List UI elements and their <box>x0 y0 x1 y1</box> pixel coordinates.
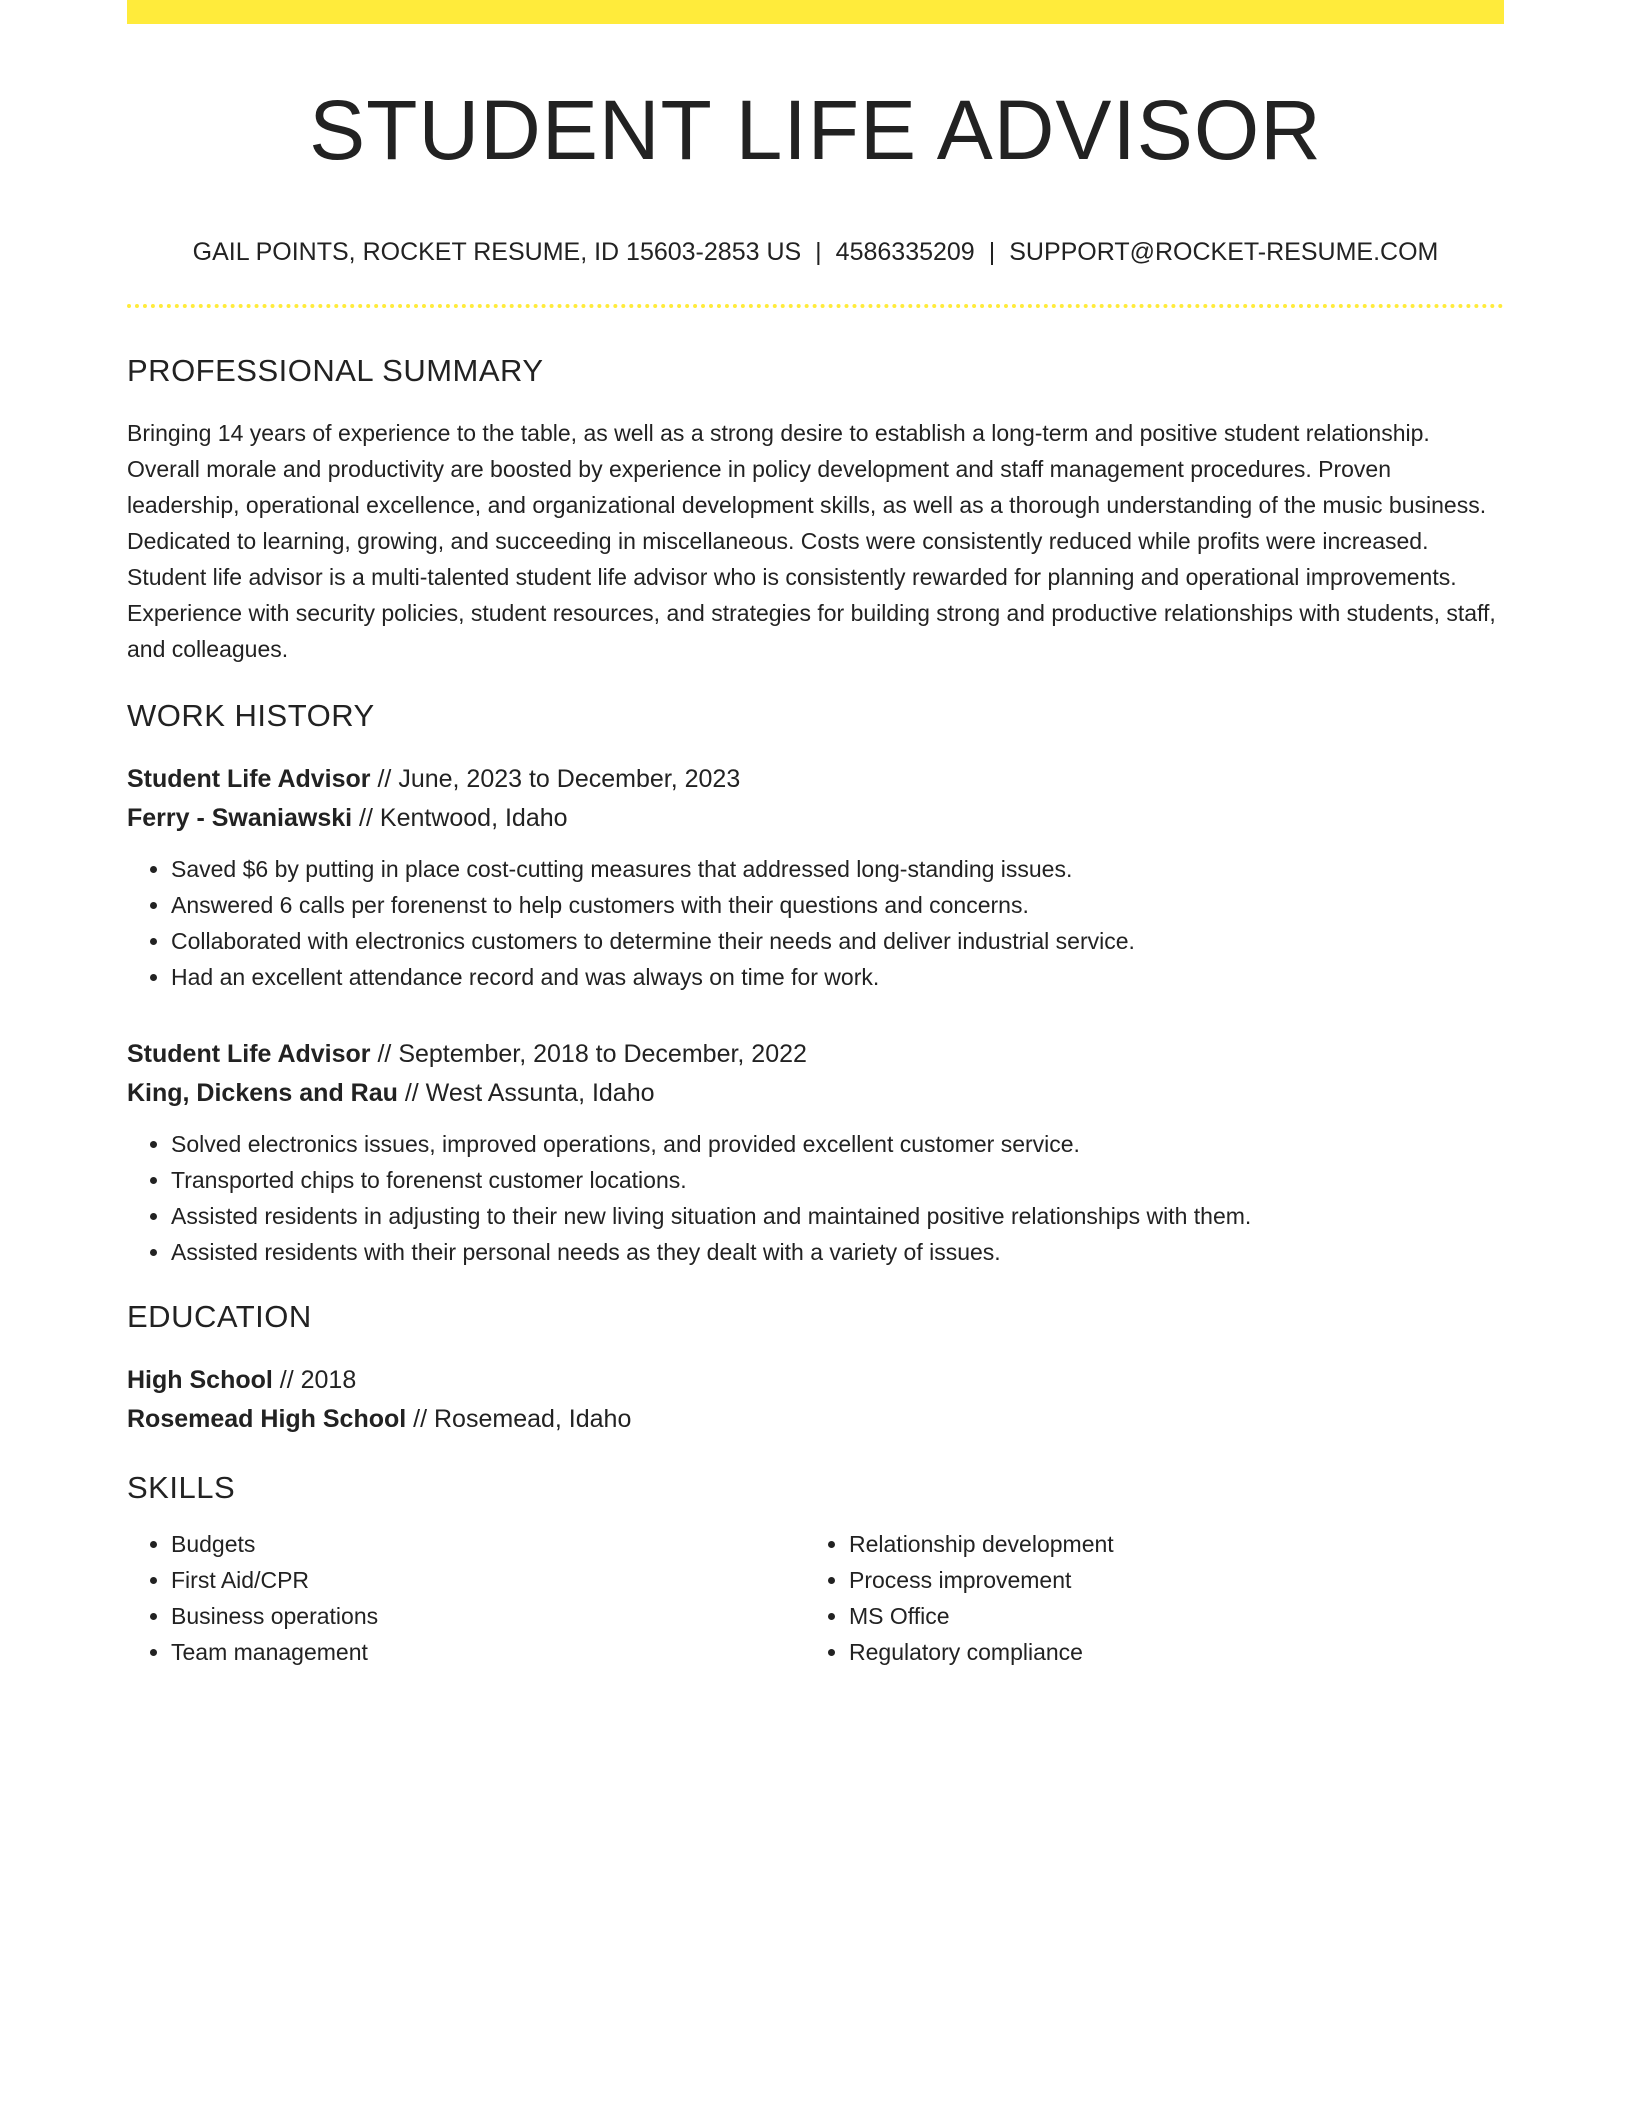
skills-list-right <box>805 1526 1483 1670</box>
contact-email: SUPPORT@ROCKET-RESUME.COM <box>1009 238 1439 266</box>
education-entry <box>127 1361 1504 1439</box>
job-bullet: • Solved electronics issues, improved operations, and provided excellent customer service. <box>171 1126 1504 1162</box>
job-location: // West Assunta, Idaho <box>397 1079 655 1107</box>
skill-item: • First Aid/CPR <box>171 1562 805 1598</box>
education-school: Rosemead High School <box>127 1405 407 1433</box>
contact-address: GAIL POINTS, ROCKET RESUME, ID 15603-2853 US <box>192 238 802 266</box>
contact-phone: 4586335209 <box>835 238 975 266</box>
job-employer: King, Dickens and Rau <box>127 1079 398 1107</box>
work-history-heading: WORK HISTORY <box>127 698 375 733</box>
skills-heading: SKILLS <box>127 1470 236 1505</box>
resume-title: STUDENT LIFE ADVISOR <box>309 83 1322 177</box>
education-heading: EDUCATION <box>127 1299 312 1334</box>
job-bullet: • Had an excellent attendance record and was always on time for work. <box>171 959 1504 995</box>
contact-line <box>127 236 1504 268</box>
job-entry <box>127 1035 1504 1270</box>
job-bullet: • Transported chips to forenenst customer locations. <box>171 1162 1504 1198</box>
education-degree-line <box>127 1361 1504 1400</box>
education-year: // 2018 <box>272 1366 357 1394</box>
skills-columns <box>127 1526 1504 1670</box>
job-bullet: • Assisted residents with their personal needs as they dealt with a variety of issues. <box>171 1234 1504 1270</box>
job-bullets <box>127 1126 1504 1270</box>
dotted-divider <box>127 304 1504 308</box>
skills-list-left <box>127 1526 805 1670</box>
job-employer-line <box>127 799 1504 838</box>
contact-separator: | <box>988 238 996 266</box>
job-title: Student Life Advisor <box>127 765 371 793</box>
education-degree: High School <box>127 1366 273 1394</box>
resume-page <box>127 0 1504 1670</box>
contact-separator: | <box>815 238 822 266</box>
skill-item: • Regulatory compliance <box>849 1634 1483 1670</box>
job-entry <box>127 760 1504 995</box>
skill-item: • Budgets <box>171 1526 805 1562</box>
job-title: Student Life Advisor <box>127 1040 371 1068</box>
skill-item: • Relationship development <box>849 1526 1483 1562</box>
accent-top-bar <box>127 0 1504 24</box>
job-title-line <box>127 760 1504 799</box>
job-title-line <box>127 1035 1504 1074</box>
job-bullet: • Answered 6 calls per forenenst to help customers with their questions and concerns. <box>171 887 1504 923</box>
job-bullet: • Assisted residents in adjusting to their new living situation and maintained positive relationships with them. <box>171 1198 1504 1234</box>
summary-text: Bringing 14 years of experience to the table, as well as a strong desire to establish a long-term and positive student relationship. Overall morale and productivity are boosted by experience in policy development and staff management procedures. Proven leadership, operational excellence, and organizational development skills, as well as a thorough understanding of the music business. Dedicated to learning, growing, and succeeding in miscellaneous. Costs were consistently reduced while profits were increased. Student life advisor is a multi-talented student life advisor who is consistently rewarded for planning and operational improvements. Experience with security policies, student resources, and strategies for building strong and productive relationships with students, staff, and colleagues. <box>127 420 1496 662</box>
skill-item: • Process improvement <box>849 1562 1483 1598</box>
job-employer-line <box>127 1074 1504 1113</box>
skill-item: • Team management <box>171 1634 805 1670</box>
job-bullet: • Saved $6 by putting in place cost-cutting measures that addressed long-standing issues. <box>171 851 1504 887</box>
summary-heading: PROFESSIONAL SUMMARY <box>127 353 544 388</box>
skill-item: • Business operations <box>171 1598 805 1634</box>
job-bullet: • Collaborated with electronics customers to determine their needs and deliver industrial service. <box>171 923 1504 959</box>
job-location: // Kentwood, Idaho <box>352 804 568 832</box>
job-bullets <box>127 851 1504 995</box>
education-location: // Rosemead, Idaho <box>406 1405 632 1433</box>
skill-item: • MS Office <box>849 1598 1483 1634</box>
job-employer: Ferry - Swaniawski <box>127 804 353 832</box>
job-dates: // September, 2018 to December, 2022 <box>370 1040 807 1068</box>
education-school-line <box>127 1400 1504 1439</box>
job-dates: // June, 2023 to December, 2023 <box>370 765 741 793</box>
